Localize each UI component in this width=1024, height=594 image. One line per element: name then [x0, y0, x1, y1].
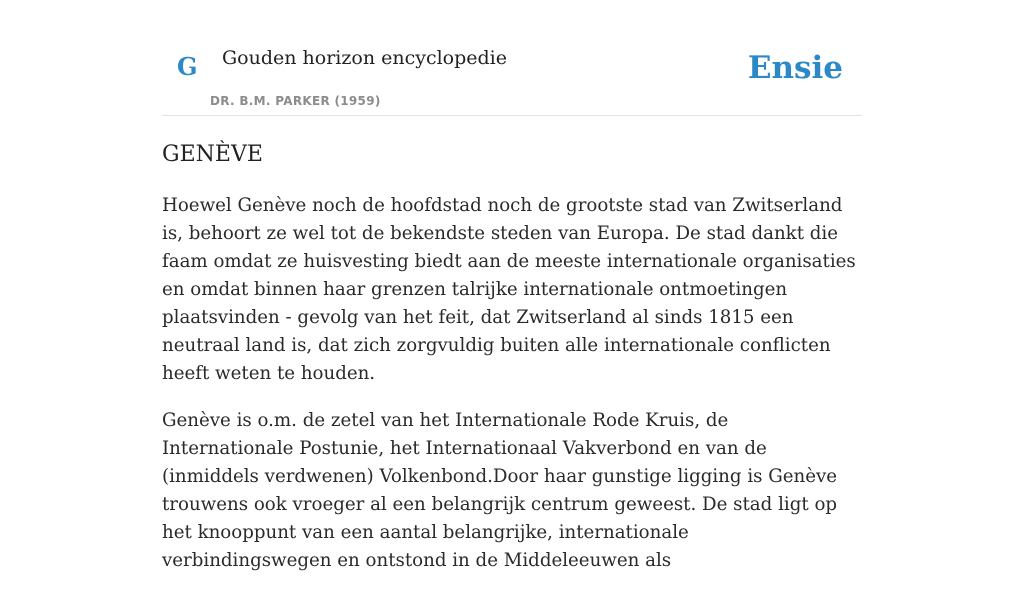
entry-paragraph: Genève is o.m. de zetel van het Internationale Rode Kruis, de Internationale Postunie, het Internationaal Vakverbond en van de (inmiddels verdwenen) Volkenbond.Door haar gunstige ligging is Genève trouwens ook vroeger al een belangrijk centrum geweest. De stad ligt op het knooppunt van een aantal belangrijke, internationale verbindingswegen en ontstond in de Middeleeuwen als [162, 410, 838, 571]
book-title-link[interactable]: Gouden horizon encyclopedie [222, 47, 507, 69]
entry-paragraph: Hoewel Genève noch de hoofdstad noch de grootste stad van Zwitserland is, behoort ze wel tot de bekendste steden van Europa. De stad dankt die faam omdat ze huisvesting biedt aan de meeste internationale organisaties en omdat binnen haar grenzen talrijke internationale ontmoetingen plaatsvinden - gevolg van het feit, dat Zwitserland al sinds 1815 een neutraal land is, dat zich zorgvuldig buiten alle internationale conflicten heeft weten te houden. [162, 195, 856, 384]
book-header [162, 0, 862, 116]
book-author: DR. B.M. PARKER (1959) [210, 94, 381, 108]
ensie-logo-link[interactable]: Ensie [747, 50, 843, 86]
book-logo[interactable]: G [177, 52, 198, 81]
entry-title: GENÈVE [162, 142, 263, 167]
entry-content [162, 138, 862, 594]
